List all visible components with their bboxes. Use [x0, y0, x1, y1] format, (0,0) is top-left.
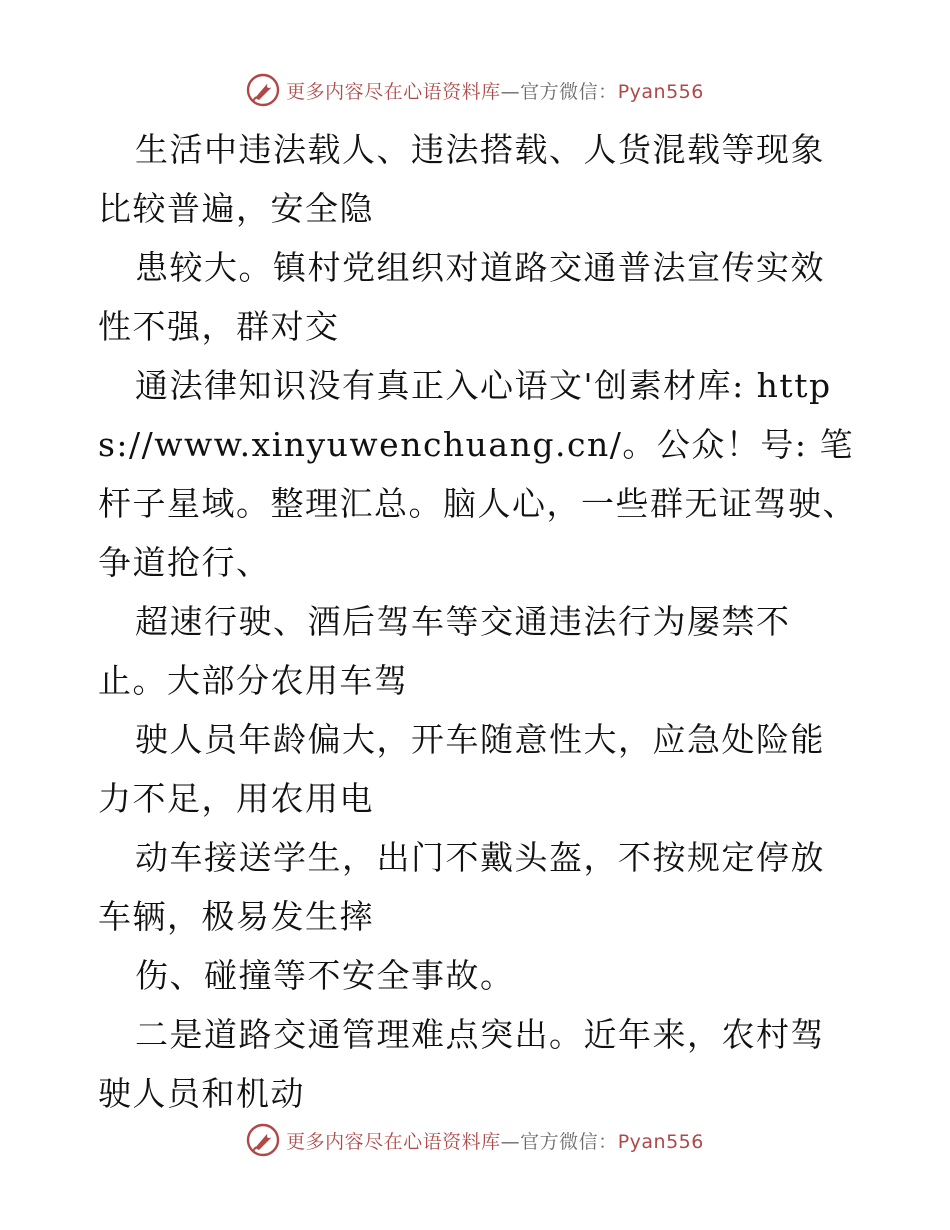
footer-wechat-id: Pyan556	[617, 1130, 704, 1153]
document-body	[98, 120, 858, 1123]
paragraph-5: 驶人员年龄偏大，开车随意性大，应急处险能力不足，用农用电	[98, 720, 825, 818]
footer-wechat-label: 官方微信：	[520, 1130, 618, 1153]
footer-dash: —	[500, 1130, 521, 1153]
footer-text	[286, 1127, 704, 1154]
footer-banner	[0, 1122, 950, 1158]
header-wechat-id: Pyan556	[617, 80, 704, 103]
header-site-text: 更多内容尽在心语资料库	[286, 80, 501, 103]
pen-nib-logo-icon	[246, 73, 280, 107]
footer-site-text: 更多内容尽在心语资料库	[286, 1130, 501, 1153]
paragraph-7: 伤、碰撞等不安全事故。	[135, 956, 515, 995]
paragraph-2: 患较大。镇村党组织对道路交通普法宣传实效性不强，群对交	[98, 248, 825, 346]
paragraph-8: 二是道路交通管理难点突出。近年来，农村驾驶人员和机动	[98, 1015, 825, 1113]
header-banner	[0, 72, 950, 108]
pen-nib-logo-icon	[246, 1123, 280, 1157]
paragraph-6: 动车接送学生，出门不戴头盔，不按规定停放车辆，极易发生摔	[98, 838, 825, 936]
header-dash: —	[500, 80, 521, 103]
paragraph-1: 生活中违法载人、违法搭载、人货混载等现象比较普遍，安全隐	[98, 130, 825, 228]
paragraph-3: 通法律知识没有真正入心语文'创素材库: https://www.xinyuwenchuang.cn/。公众！号: 笔杆子星域。整理汇总。脑人心，一些群无证驾驶、争道抢行、	[98, 366, 857, 582]
header-text	[286, 77, 704, 104]
paragraph-4: 超速行驶、酒后驾车等交通违法行为屡禁不止。大部分农用车驾	[98, 602, 791, 700]
header-wechat-label: 官方微信：	[520, 80, 618, 103]
